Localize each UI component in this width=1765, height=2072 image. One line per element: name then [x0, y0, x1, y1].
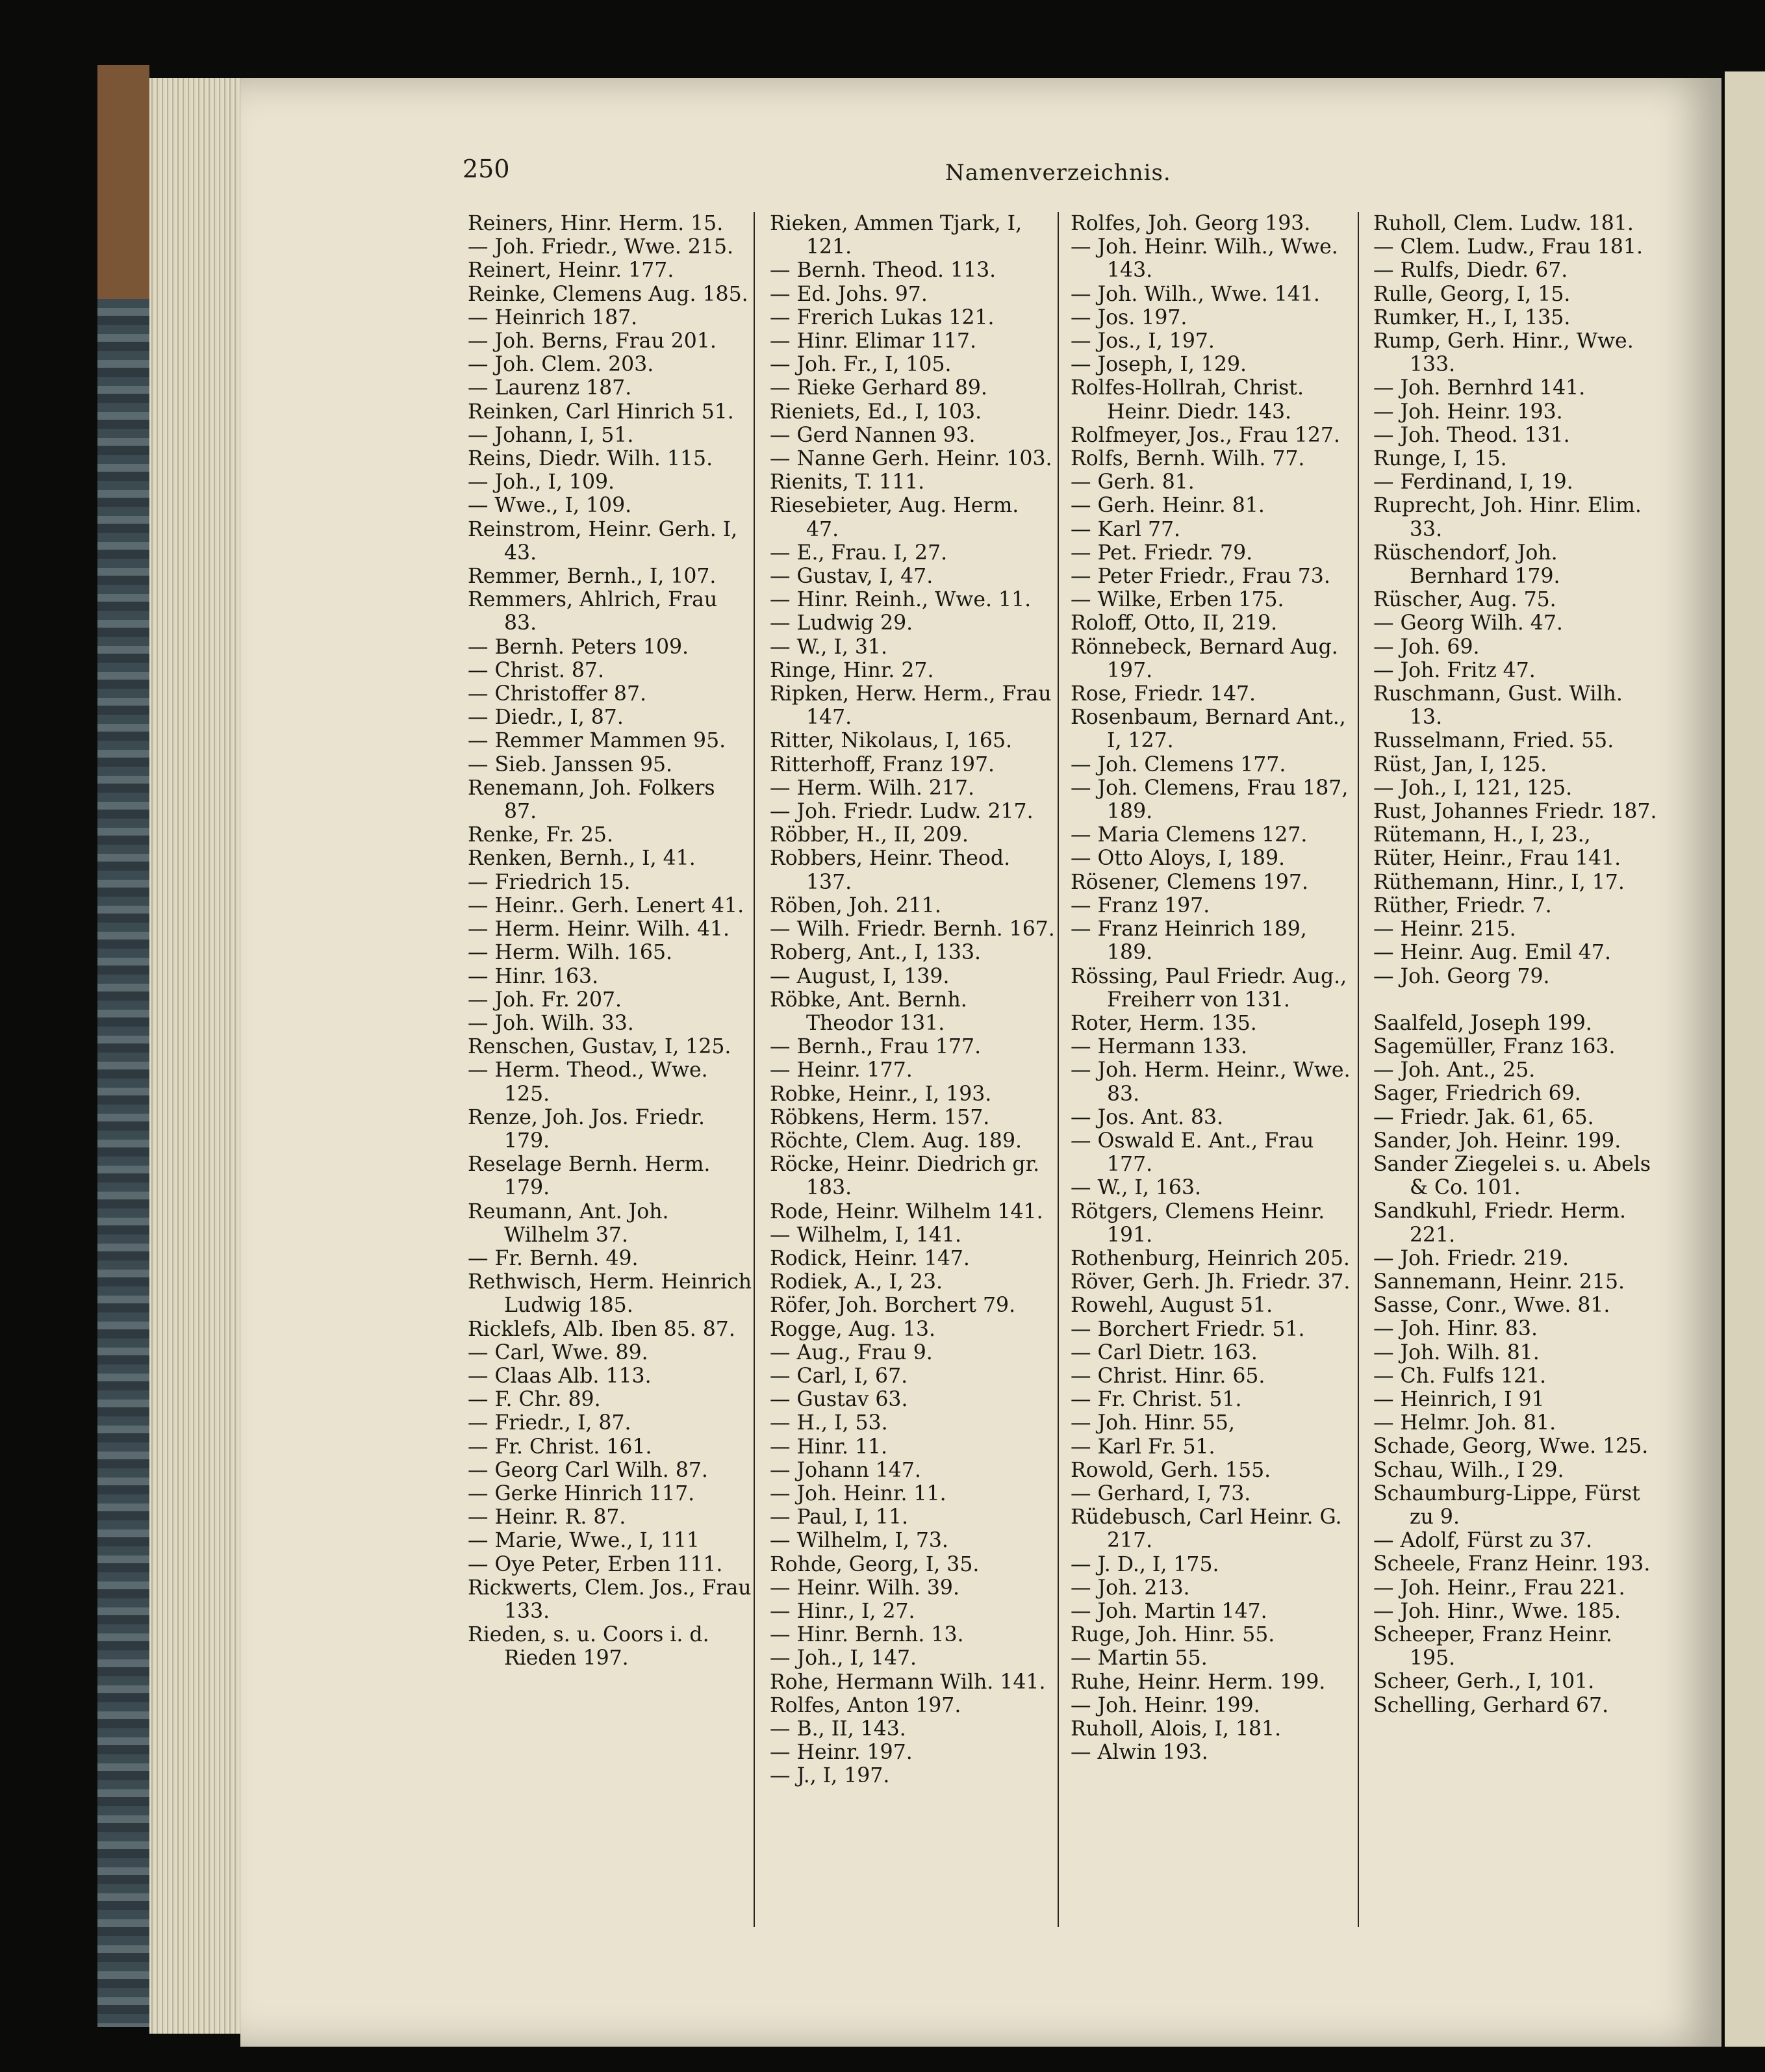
- index-entry: Rönnebeck, Bernard Aug. 197.: [1071, 635, 1338, 682]
- index-entry: — Herm. Wilh. 165.: [468, 941, 672, 965]
- index-entry: Rothenburg, Heinrich 205.: [1071, 1246, 1350, 1270]
- running-head: Namenverzeichnis.: [945, 160, 1171, 186]
- index-entry: — Heinr. Wilh. 39.: [770, 1576, 959, 1600]
- index-entry: Sannemann, Heinr. 215.: [1373, 1270, 1625, 1294]
- index-entry: Rickwerts, Clem. Jos., Frau 133.: [468, 1576, 752, 1623]
- index-entry: — Joh. Fr. 207.: [468, 988, 622, 1012]
- index-entry: Riesebieter, Aug. Herm. 47.: [770, 494, 1019, 541]
- index-entry: — Friedr., I, 87.: [468, 1411, 631, 1435]
- index-entry: Rüter, Heinr., Frau 141.: [1373, 847, 1621, 871]
- index-entry: Rolfes, Joh. Georg 193.: [1071, 212, 1311, 235]
- index-entry: — Fr. Bernh. 49.: [468, 1246, 639, 1270]
- index-entry: Rowold, Gerh. 155.: [1071, 1458, 1271, 1482]
- index-entry: — Bernh. Theod. 113.: [770, 259, 997, 283]
- index-entry: Ricklefs, Alb. Iben 85. 87.: [468, 1317, 735, 1341]
- index-column-3: [1071, 212, 1356, 1764]
- index-entry: — Clem. Ludw., Frau 181.: [1373, 235, 1643, 259]
- index-entry: Renemann, Joh. Folkers 87.: [468, 776, 715, 824]
- index-entry: — Laurenz 187.: [468, 376, 632, 400]
- index-entry: Rösener, Clemens 197.: [1071, 870, 1308, 894]
- index-entry: — J., I, 197.: [770, 1764, 890, 1788]
- index-entry: — Ed. Johs. 97.: [770, 282, 928, 306]
- index-entry: — Remmer Mammen 95.: [468, 729, 726, 753]
- index-entry: Renschen, Gustav, I, 125.: [468, 1035, 731, 1059]
- index-entry: Rumker, H., I, 135.: [1373, 305, 1571, 329]
- index-entry: — Borchert Friedr. 51.: [1071, 1317, 1305, 1341]
- index-entry: Rieken, Ammen Tjark, I, 121.: [770, 212, 1022, 259]
- index-entry: Runge, I, 15.: [1373, 447, 1507, 471]
- index-entry: — E., Frau. I, 27.: [770, 541, 948, 565]
- index-entry: — J. D., I, 175.: [1071, 1552, 1219, 1576]
- index-entry: — Herm. Theod., Wwe. 125.: [468, 1058, 708, 1106]
- index-entry: — Joh. 213.: [1071, 1576, 1190, 1600]
- index-entry: — Bernh., Frau 177.: [770, 1035, 982, 1059]
- index-entry: — Ferdinand, I, 19.: [1373, 470, 1573, 494]
- index-entry: — Joh. Berns, Frau 201.: [468, 329, 717, 353]
- index-entry: — Hinr. Bernh. 13.: [770, 1623, 964, 1647]
- index-entry: — Jos., I, 197.: [1071, 329, 1215, 353]
- index-entry: — Maria Clemens 127.: [1071, 823, 1308, 847]
- index-entry: Rüthemann, Hinr., I, 17.: [1373, 870, 1625, 894]
- index-entry: Ruprecht, Joh. Hinr. Elim. 33.: [1373, 494, 1642, 541]
- index-entry: Rohde, Georg, I, 35.: [770, 1552, 980, 1576]
- index-entry: — Heinr.. Gerh. Lenert 41.: [468, 893, 744, 917]
- index-entry: — F. Chr. 89.: [468, 1388, 601, 1412]
- index-entry: Röben, Joh. 211.: [770, 893, 941, 917]
- index-column-1: [468, 212, 754, 1670]
- index-entry: — Joh. Georg 79.: [1373, 964, 1550, 988]
- index-entry: Scheele, Franz Heinr. 193.: [1373, 1552, 1651, 1576]
- index-entry: — Joh. Heinr., Frau 221.: [1373, 1576, 1625, 1600]
- index-entry: — Carl, Wwe. 89.: [468, 1340, 648, 1364]
- index-entry: — W., I, 31.: [770, 635, 887, 659]
- index-entry: Rienits, T. 111.: [770, 470, 925, 494]
- index-entry: Rose, Friedr. 147.: [1071, 682, 1256, 706]
- index-entry: Russelmann, Fried. 55.: [1373, 729, 1614, 753]
- index-entry: Sandkuhl, Friedr. Herm. 221.: [1373, 1199, 1627, 1247]
- index-entry: — Bernh. Peters 109.: [468, 635, 689, 659]
- index-entry: — Joh. Hinr. 83.: [1373, 1317, 1538, 1341]
- index-entry: — Christ. 87.: [468, 658, 604, 682]
- index-entry: — Herm. Heinr. Wilh. 41.: [468, 917, 730, 941]
- index-entry: Reinken, Carl Hinrich 51.: [468, 400, 734, 424]
- index-entry: — Karl Fr. 51.: [1071, 1435, 1215, 1459]
- index-entry: — Ludwig 29.: [770, 611, 913, 635]
- index-entry: — Heinr. R. 87.: [468, 1505, 626, 1529]
- index-entry: — Diedr., I, 87.: [468, 706, 624, 730]
- index-entry: Roter, Herm. 135.: [1071, 1011, 1257, 1035]
- index-entry: — Gerh. 81.: [1071, 470, 1195, 494]
- index-entry: Renken, Bernh., I, 41.: [468, 847, 696, 871]
- index-entry: Rump, Gerh. Hinr., Wwe. 133.: [1373, 329, 1634, 377]
- index-entry: — Wilhelm, I, 141.: [770, 1223, 961, 1247]
- index-entry: — Joh. Hinr., Wwe. 185.: [1373, 1599, 1621, 1623]
- index-entry: — Heinr. Aug. Emil 47.: [1373, 941, 1611, 965]
- index-entry: Reinert, Heinr. 177.: [468, 259, 674, 283]
- index-entry: — Friedr. Jak. 61, 65.: [1373, 1105, 1594, 1129]
- index-entry: Rüdebusch, Carl Heinr. G. 217.: [1071, 1505, 1342, 1553]
- index-entry: — Johann, I, 51.: [468, 423, 634, 447]
- index-entry: — H., I, 53.: [770, 1411, 888, 1435]
- index-entry: — Rieke Gerhard 89.: [770, 376, 987, 400]
- index-entry: — Karl 77.: [1071, 517, 1181, 541]
- index-entry: Schaumburg-Lippe, Fürst zu 9.: [1373, 1481, 1640, 1529]
- column-rule: [1358, 212, 1359, 1927]
- index-entry: Rohe, Hermann Wilh. 141.: [770, 1670, 1046, 1694]
- index-entry: — Wilhelm, I, 73.: [770, 1529, 948, 1553]
- index-entry: — Wilke, Erben 175.: [1071, 588, 1284, 612]
- index-entry: Ritter, Nikolaus, I, 165.: [770, 729, 1013, 753]
- index-entry: — Wwe., I, 109.: [468, 494, 632, 518]
- page-number: 250: [463, 155, 510, 183]
- index-entry: Rode, Heinr. Wilhelm 141.: [770, 1199, 1043, 1223]
- index-entry: Roloff, Otto, II, 219.: [1071, 611, 1278, 635]
- index-entry: Rieniets, Ed., I, 103.: [770, 400, 982, 424]
- index-entry: Rolfes, Anton 197.: [770, 1693, 961, 1717]
- index-entry: — Joh. Friedr., Wwe. 215.: [468, 235, 733, 259]
- index-entry: — Pet. Friedr. 79.: [1071, 541, 1253, 565]
- index-entry: — Joh., I, 147.: [770, 1646, 917, 1670]
- index-entry: — Joh. Hinr. 55,: [1071, 1411, 1235, 1435]
- index-entry: — Ch. Fulfs 121.: [1373, 1364, 1547, 1388]
- index-entry: Sasse, Conr., Wwe. 81.: [1373, 1294, 1610, 1318]
- index-entry: — Hinr. Elimar 117.: [770, 329, 976, 353]
- index-entry: Sander, Joh. Heinr. 199.: [1373, 1129, 1621, 1153]
- index-entry: Schelling, Gerhard 67.: [1373, 1693, 1609, 1717]
- index-entry: Ruschmann, Gust. Wilh. 13.: [1373, 682, 1623, 730]
- index-entry: Sagemüller, Franz 163.: [1373, 1034, 1616, 1058]
- index-entry: — Heinr. 215.: [1373, 917, 1516, 941]
- index-entry: Remmer, Bernh., I, 107.: [468, 565, 717, 589]
- index-entry: Sander Ziegelei s. u. Abels & Co. 101.: [1373, 1152, 1651, 1200]
- book-spine: [97, 65, 149, 2027]
- index-entry: — Christ. Hinr. 65.: [1071, 1364, 1265, 1388]
- index-entry: — Gerke Hinrich 117.: [468, 1481, 695, 1505]
- index-entry: — Marie, Wwe., I, 111: [468, 1529, 700, 1553]
- index-entry: Röbke, Ant. Bernh. Theodor 131.: [770, 988, 967, 1035]
- index-entry: Rust, Johannes Friedr. 187.: [1373, 800, 1657, 824]
- index-entry: — Christoffer 87.: [468, 682, 647, 706]
- index-entry: — Joh. Heinr. 193.: [1373, 400, 1563, 424]
- index-entry: — Peter Friedr., Frau 73.: [1071, 565, 1330, 589]
- index-entry: — Wilh. Friedr. Bernh. 167.: [770, 917, 1055, 941]
- index-entry: — Joh. Fritz 47.: [1373, 658, 1536, 682]
- index-entry: — Carl Dietr. 163.: [1071, 1340, 1258, 1364]
- index-entry: — Jos. Ant. 83.: [1071, 1105, 1224, 1129]
- index-entry: — Joh. Fr., I, 105.: [770, 353, 952, 377]
- index-entry: — Gerhard, I, 73.: [1071, 1481, 1251, 1505]
- index-entry: Ruholl, Alois, I, 181.: [1071, 1717, 1282, 1741]
- index-entry: — Georg Wilh. 47.: [1373, 611, 1563, 635]
- index-entry: — Heinrich 187.: [468, 305, 638, 329]
- index-entry: Röbkens, Herm. 157.: [770, 1105, 990, 1129]
- index-entry: Renke, Fr. 25.: [468, 823, 613, 847]
- index-entry: — Joh., I, 121, 125.: [1373, 776, 1573, 800]
- index-entry: — Joh. Wilh., Wwe. 141.: [1071, 282, 1320, 306]
- index-entry: — Hinr. Reinh., Wwe. 11.: [770, 588, 1032, 612]
- index-entry: — Joh. Clemens 177.: [1071, 752, 1286, 776]
- index-entry: Rolfmeyer, Jos., Frau 127.: [1071, 423, 1340, 447]
- index-entry: — Aug., Frau 9.: [770, 1340, 933, 1364]
- index-entry: Rowehl, August 51.: [1071, 1294, 1273, 1318]
- index-entry: Schade, Georg, Wwe. 125.: [1373, 1435, 1649, 1459]
- index-entry: — Franz 197.: [1071, 893, 1210, 917]
- index-entry: Ruholl, Clem. Ludw. 181.: [1373, 212, 1634, 235]
- index-entry: — Martin 55.: [1071, 1646, 1208, 1670]
- index-entry: Rötgers, Clemens Heinr. 191.: [1071, 1199, 1325, 1247]
- index-entry: Röbber, H., II, 209.: [770, 823, 969, 847]
- column-rule: [1058, 212, 1059, 1927]
- index-entry: — Heinr. 197.: [770, 1741, 913, 1765]
- index-entry: Reselage Bernh. Herm. 179.: [468, 1153, 711, 1200]
- index-entry: — Franz Heinrich 189, 189.: [1071, 917, 1307, 965]
- index-entry: Rüschendorf, Joh. Bernhard 179.: [1373, 541, 1560, 589]
- index-entry: Rosenbaum, Bernard Ant., I, 127.: [1071, 706, 1346, 753]
- index-entry: — Joh. Heinr. 11.: [770, 1481, 946, 1505]
- index-entry: Scheer, Gerh., I, 101.: [1373, 1670, 1595, 1694]
- index-entry: Sager, Friedrich 69.: [1373, 1082, 1581, 1106]
- index-entry: — Rulfs, Diedr. 67.: [1373, 259, 1568, 283]
- index-entry: — Joh. Theod. 131.: [1373, 423, 1570, 447]
- index-entry: — B., II, 143.: [770, 1717, 906, 1741]
- index-entry: — Oswald E. Ant., Frau 177.: [1071, 1129, 1314, 1177]
- index-entry: Rüscher, Aug. 75.: [1373, 588, 1556, 612]
- index-entry: Robke, Heinr., I, 193.: [770, 1082, 992, 1106]
- index-entry: Röver, Gerh. Jh. Friedr. 37.: [1071, 1270, 1351, 1294]
- index-entry: Rogge, Aug. 13.: [770, 1317, 935, 1341]
- index-entry: — Joh. Bernhrd 141.: [1373, 376, 1586, 400]
- index-entry: — Adolf, Fürst zu 37.: [1373, 1529, 1593, 1553]
- index-entry: Ripken, Herw. Herm., Frau 147.: [770, 682, 1052, 730]
- index-entry: — Hinr. 11.: [770, 1435, 888, 1459]
- index-entry: Ruge, Joh. Hinr. 55.: [1071, 1623, 1275, 1647]
- facing-page-edge: [1725, 71, 1765, 2047]
- index-entry: Reins, Diedr. Wilh. 115.: [468, 447, 713, 471]
- index-entry: Rütemann, H., I, 23.,: [1373, 823, 1591, 847]
- index-entry: — Joh. 69.: [1373, 635, 1480, 659]
- index-entry: — Hinr., I, 27.: [770, 1599, 915, 1623]
- index-entry: Schau, Wilh., I 29.: [1373, 1458, 1564, 1482]
- index-entry: — Friedrich 15.: [468, 870, 631, 894]
- index-entry: — Joh. Friedr. Ludw. 217.: [770, 800, 1034, 824]
- index-entry: — Joh., I, 109.: [468, 470, 615, 494]
- index-entry: Roberg, Ant., I, 133.: [770, 941, 982, 965]
- index-entry: — Joh. Wilh. 81.: [1373, 1340, 1540, 1364]
- index-entry: Robbers, Heinr. Theod. 137.: [770, 847, 1011, 894]
- index-entry: Renze, Joh. Jos. Friedr. 179.: [468, 1105, 705, 1153]
- index-entry: Remmers, Ahlrich, Frau 83.: [468, 588, 718, 635]
- index-entry: — Carl, I, 67.: [770, 1364, 908, 1388]
- index-entry: — Gustav 63.: [770, 1388, 908, 1412]
- index-entry: — Joh. Ant., 25.: [1373, 1058, 1536, 1082]
- index-entry: — Jos. 197.: [1071, 305, 1187, 329]
- book-spine-leather: [97, 65, 149, 299]
- index-entry: — Claas Alb. 113.: [468, 1364, 652, 1388]
- index-entry: — Oye Peter, Erben 111.: [468, 1552, 723, 1576]
- index-entry: — Joh. Wilh. 33.: [468, 1011, 634, 1035]
- index-entry: Ruhe, Heinr. Herm. 199.: [1071, 1670, 1326, 1694]
- index-column-2: [770, 212, 1056, 1788]
- index-entry: Ritterhoff, Franz 197.: [770, 752, 995, 776]
- index-entry: Rethwisch, Herm. Heinrich Ludwig 185.: [468, 1270, 752, 1318]
- index-entry: — Joh. Friedr. 219.: [1373, 1246, 1569, 1270]
- index-entry: Röchte, Clem. Aug. 189.: [770, 1129, 1022, 1153]
- index-entry: — Herm. Wilh. 217.: [770, 776, 974, 800]
- index-entry: Reinke, Clemens Aug. 185.: [468, 282, 748, 306]
- index-entry: Röfer, Joh. Borchert 79.: [770, 1294, 1016, 1318]
- index-entry: — Hermann 133.: [1071, 1035, 1248, 1059]
- index-entry: — Gerd Nannen 93.: [770, 423, 976, 447]
- index-entry: — Alwin 193.: [1071, 1741, 1208, 1765]
- index-entry: Rössing, Paul Friedr. Aug., Freiherr von 131.: [1071, 964, 1347, 1012]
- index-entry: — Joh. Heinr. Wilh., Wwe. 143.: [1071, 235, 1338, 283]
- index-entry: — Georg Carl Wilh. 87.: [468, 1458, 708, 1482]
- index-entry: Rodiek, A., I, 23.: [770, 1270, 943, 1294]
- index-entry: Rolfs, Bernh. Wilh. 77.: [1071, 447, 1305, 471]
- index-entry: — W., I, 163.: [1071, 1176, 1202, 1200]
- index-entry: — August, I, 139.: [770, 964, 950, 988]
- index-entry: — Joh. Clem. 203.: [468, 353, 654, 377]
- index-entry: — Nanne Gerh. Heinr. 103.: [770, 447, 1052, 471]
- index-entry: — Heinrich, I 91: [1373, 1387, 1545, 1411]
- index-entry: — Joh. Martin 147.: [1071, 1599, 1267, 1623]
- index-entry: — Fr. Christ. 51.: [1071, 1388, 1242, 1412]
- index-column-4: [1373, 212, 1659, 1717]
- index-entry: Reiners, Hinr. Herm. 15.: [468, 212, 724, 235]
- index-entry: — Gerh. Heinr. 81.: [1071, 494, 1265, 518]
- index-entry: — Joseph, I, 129.: [1071, 353, 1247, 377]
- index-entry: Saalfeld, Joseph 199.: [1373, 1011, 1592, 1035]
- index-entry: Reinstrom, Heinr. Gerh. I, 43.: [468, 517, 738, 565]
- index-entry: Rüther, Friedr. 7.: [1373, 893, 1552, 917]
- index-entry: Rieden, s. u. Coors i. d. Rieden 197.: [468, 1623, 709, 1670]
- index-entry: — Joh. Herm. Heinr., Wwe. 83.: [1071, 1058, 1351, 1106]
- index-entry: — Helmr. Joh. 81.: [1373, 1411, 1556, 1435]
- index-entry: Rolfes-Hollrah, Christ. Heinr. Diedr. 143.: [1071, 376, 1304, 424]
- index-entry: — Frerich Lukas 121.: [770, 305, 995, 329]
- index-entry: — Sieb. Janssen 95.: [468, 752, 673, 776]
- column-rule: [754, 212, 755, 1927]
- index-entry: Rulle, Georg, I, 15.: [1373, 282, 1571, 306]
- index-entry: — Otto Aloys, I, 189.: [1071, 847, 1286, 871]
- page-edges: [149, 78, 240, 2034]
- index-entry: Röcke, Heinr. Diedrich gr. 183.: [770, 1153, 1040, 1200]
- index-entry: — Johann 147.: [770, 1458, 921, 1482]
- index-entry: Scheeper, Franz Heinr. 195.: [1373, 1622, 1612, 1670]
- index-entry: Reumann, Ant. Joh. Wilhelm 37.: [468, 1199, 669, 1247]
- index-entry: — Fr. Christ. 161.: [468, 1435, 652, 1459]
- index-entry: — Hinr. 163.: [468, 964, 599, 988]
- section-gap: [1373, 988, 1659, 1012]
- index-entry: — Paul, I, 11.: [770, 1505, 909, 1529]
- index-entry: Rodick, Heinr. 147.: [770, 1246, 970, 1270]
- index-entry: Ringe, Hinr. 27.: [770, 658, 934, 682]
- index-entry: — Joh. Heinr. 199.: [1071, 1693, 1260, 1717]
- index-entry: — Gustav, I, 47.: [770, 565, 933, 589]
- index-entry: Rüst, Jan, I, 125.: [1373, 752, 1547, 776]
- index-entry: — Joh. Clemens, Frau 187, 189.: [1071, 776, 1349, 824]
- index-entry: — Heinr. 177.: [770, 1058, 913, 1082]
